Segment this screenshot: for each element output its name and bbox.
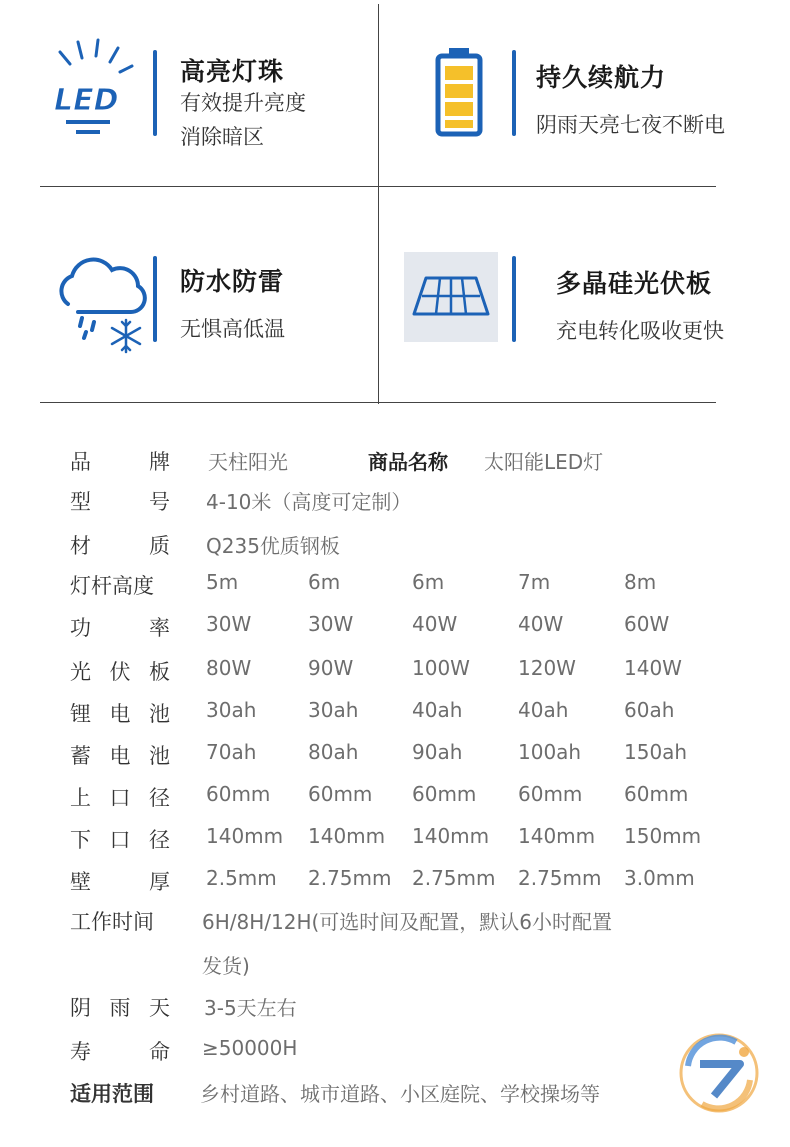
spec-cell: 140mm bbox=[518, 824, 596, 848]
spec-label: 壁 厚 bbox=[70, 870, 170, 894]
spec-label: 工作时间 bbox=[70, 910, 154, 934]
spec-cell: 150ah bbox=[624, 740, 688, 764]
spec-table-row bbox=[0, 740, 790, 776]
spec-cell: 5m bbox=[206, 570, 239, 594]
feature-desc-line-1: 无惧高低温 bbox=[180, 317, 285, 341]
work-time-value-line-1: 6H/8H/12H(可选时间及配置，默认6小时配置 bbox=[202, 910, 613, 934]
spec-cell: 90ah bbox=[412, 740, 463, 764]
spec-cell: 140mm bbox=[412, 824, 490, 848]
accent-bar bbox=[153, 256, 157, 342]
spec-label: 寿 命 bbox=[70, 1040, 170, 1064]
work-time-value-line-2: 发货) bbox=[202, 954, 250, 978]
grid-divider-horizontal-1 bbox=[40, 186, 716, 187]
spec-cell: 60mm bbox=[308, 782, 373, 806]
spec-cell: 80ah bbox=[308, 740, 359, 764]
spec-label: 阴 雨 天 bbox=[70, 996, 170, 1020]
product-name-label: 商品名称 bbox=[368, 450, 448, 474]
spec-table-row bbox=[0, 570, 790, 606]
product-name-value: 太阳能LED灯 bbox=[484, 450, 604, 474]
spec-row-work-time bbox=[0, 906, 790, 942]
spec-label: 光 伏 板 bbox=[70, 660, 170, 684]
spec-cell: 60W bbox=[624, 612, 670, 636]
led-icon bbox=[52, 38, 134, 138]
spec-cell: 140mm bbox=[206, 824, 284, 848]
spec-label: 锂 电 池 bbox=[70, 702, 170, 726]
material-value: Q235优质钢板 bbox=[206, 534, 340, 558]
svg-text:LED: LED bbox=[54, 83, 119, 118]
battery-icon bbox=[434, 46, 484, 138]
spec-cell: 60mm bbox=[624, 782, 689, 806]
spec-cell: 140mm bbox=[308, 824, 386, 848]
spec-row-material bbox=[0, 530, 790, 566]
spec-cell: 60mm bbox=[412, 782, 477, 806]
accent-bar bbox=[512, 256, 516, 342]
spec-cell: 2.75mm bbox=[308, 866, 392, 890]
spec-row-model bbox=[0, 486, 790, 522]
spec-cell: 100W bbox=[412, 656, 470, 680]
spec-table-row bbox=[0, 698, 790, 734]
spec-table-row bbox=[0, 612, 790, 648]
spec-row-work-time-cont bbox=[0, 950, 790, 986]
spec-cell: 2.5mm bbox=[206, 866, 277, 890]
feature-desc-line-1: 阴雨天亮七夜不断电 bbox=[536, 113, 725, 137]
spec-cell: 90W bbox=[308, 656, 354, 680]
spec-label: 下 口 径 bbox=[70, 828, 170, 852]
lifespan-value: ≥50000H bbox=[202, 1036, 298, 1060]
feature-desc-line-1: 有效提升亮度 bbox=[180, 91, 306, 115]
spec-cell: 70ah bbox=[206, 740, 257, 764]
spec-label: 功 率 bbox=[70, 616, 170, 640]
spec-row-brand bbox=[0, 446, 790, 482]
spec-table-row bbox=[0, 866, 790, 902]
scope-value: 乡村道路、城市道路、小区庭院、学校操场等 bbox=[200, 1082, 600, 1106]
brand-logo-icon bbox=[676, 1030, 762, 1116]
spec-cell: 40ah bbox=[412, 698, 463, 722]
accent-bar bbox=[512, 50, 516, 136]
spec-cell: 150mm bbox=[624, 824, 702, 848]
feature-title: 高亮灯珠 bbox=[180, 57, 285, 86]
spec-row-rainy-days bbox=[0, 992, 790, 1028]
spec-row-scope bbox=[0, 1078, 790, 1114]
spec-label: 型 号 bbox=[70, 490, 170, 514]
grid-divider-horizontal-2 bbox=[40, 402, 716, 403]
feature-title: 防水防雷 bbox=[180, 267, 285, 296]
spec-table-row bbox=[0, 656, 790, 692]
spec-cell: 2.75mm bbox=[518, 866, 602, 890]
spec-label: 品 牌 bbox=[70, 450, 170, 474]
spec-cell: 120W bbox=[518, 656, 576, 680]
spec-cell: 60ah bbox=[624, 698, 675, 722]
spec-table-row bbox=[0, 782, 790, 818]
spec-cell: 8m bbox=[624, 570, 657, 594]
spec-label: 蓄 电 池 bbox=[70, 744, 170, 768]
spec-cell: 40W bbox=[518, 612, 564, 636]
solar-panel-icon bbox=[404, 252, 498, 342]
spec-table-row bbox=[0, 824, 790, 860]
rainy-days-value: 3-5天左右 bbox=[204, 996, 297, 1020]
spec-cell: 30ah bbox=[308, 698, 359, 722]
accent-bar bbox=[153, 50, 157, 136]
spec-cell: 30W bbox=[206, 612, 252, 636]
spec-cell: 60mm bbox=[518, 782, 583, 806]
brand-value: 天柱阳光 bbox=[208, 450, 288, 474]
spec-label: 灯杆高度 bbox=[70, 574, 154, 598]
spec-cell: 30W bbox=[308, 612, 354, 636]
model-value: 4-10米（高度可定制） bbox=[206, 490, 412, 514]
feature-title: 多晶硅光伏板 bbox=[556, 269, 713, 298]
spec-cell: 3.0mm bbox=[624, 866, 695, 890]
grid-divider-vertical bbox=[378, 4, 379, 404]
spec-cell: 40ah bbox=[518, 698, 569, 722]
spec-label: 材 质 bbox=[70, 534, 170, 558]
feature-grid bbox=[0, 0, 790, 410]
spec-cell: 100ah bbox=[518, 740, 582, 764]
spec-label: 上 口 径 bbox=[70, 786, 170, 810]
spec-cell: 140W bbox=[624, 656, 682, 680]
spec-cell: 40W bbox=[412, 612, 458, 636]
feature-title: 持久续航力 bbox=[536, 63, 667, 92]
feature-desc-line-1: 充电转化吸收更快 bbox=[556, 319, 724, 343]
spec-row-lifespan bbox=[0, 1036, 790, 1072]
feature-desc-line-2: 消除暗区 bbox=[180, 125, 264, 149]
spec-label: 适用范围 bbox=[70, 1082, 154, 1106]
spec-cell: 6m bbox=[412, 570, 445, 594]
spec-cell: 30ah bbox=[206, 698, 257, 722]
spec-cell: 60mm bbox=[206, 782, 271, 806]
spec-cell: 7m bbox=[518, 570, 551, 594]
spec-cell: 80W bbox=[206, 656, 252, 680]
spec-cell: 2.75mm bbox=[412, 866, 496, 890]
weather-icon bbox=[50, 256, 150, 356]
spec-cell: 6m bbox=[308, 570, 341, 594]
